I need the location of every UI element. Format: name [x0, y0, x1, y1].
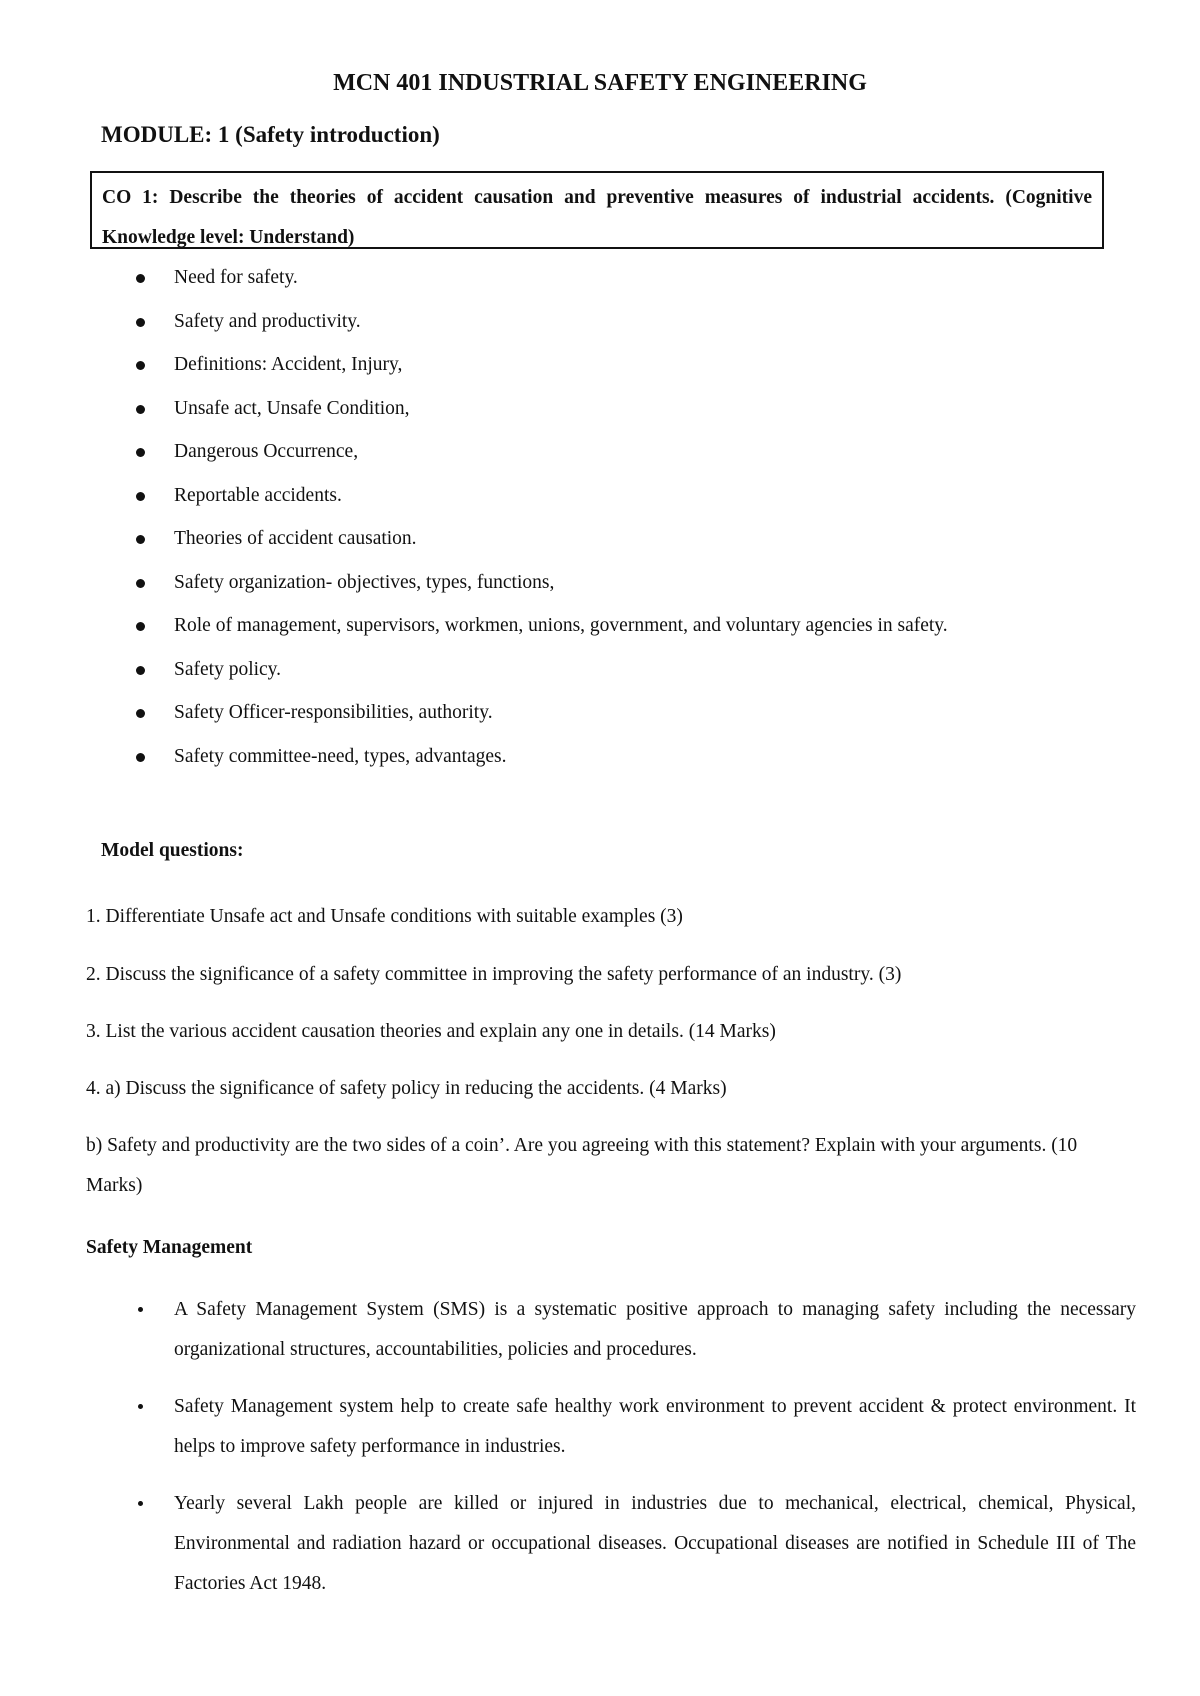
safety-management-text: Yearly several Lakh people are killed or injured in industries due to mechanical, electrical, chemical, Physical, Environmental and radiation hazard or occupational diseases. Occupational diseases are notified in Schedule III of The Factories Act 1948.: [174, 1493, 1136, 1594]
topic-text: Safety Officer-responsibilities, authority.: [174, 702, 493, 723]
topic-text: Reportable accidents.: [174, 484, 342, 506]
list-item: [0, 519, 1136, 559]
topic-text: Safety policy.: [174, 658, 282, 680]
topic-text: Definitions: Accident, Injury,: [174, 354, 403, 375]
bullet-icon: [136, 753, 145, 762]
model-question-4b: b) Safety and productivity are the two sides of a coin’. Are you agreeing with this statement? Explain with your arguments. (10 Marks): [86, 1135, 1078, 1196]
bullet-icon: [136, 492, 145, 501]
list-item: [0, 302, 1136, 342]
list-item: [0, 258, 1136, 298]
topic-list: [0, 258, 1200, 780]
topic-text: Dangerous Occurrence,: [174, 441, 359, 462]
topic-text: Theories of accident causation.: [174, 528, 417, 549]
bullet-icon: [136, 405, 145, 414]
course-outcome-box: CO 1: Describe the theories of accident causation and preventive measures of industrial accidents. (Cognitive Knowledge level: Understand): [90, 171, 1104, 249]
safety-management-heading: Safety Management: [86, 1237, 253, 1258]
list-item: [0, 693, 1136, 733]
list-item: [0, 606, 1136, 646]
bullet-icon: [136, 622, 145, 631]
topic-text: Unsafe act, Unsafe Condition,: [174, 397, 410, 419]
model-question-3: 3. List the various accident causation theories and explain any one in details. (14 Marks): [86, 1021, 776, 1042]
safety-management-text: A Safety Management System (SMS) is a systematic positive approach to managing safety including the necessary organizational structures, accountabilities, policies and procedures.: [174, 1299, 1136, 1360]
topic-text: Need for safety.: [174, 267, 298, 288]
bullet-icon: [136, 579, 145, 588]
safety-management-text: Safety Management system help to create safe healthy work environment to prevent accident & protect environment. It helps to improve safety performance in industries.: [174, 1396, 1136, 1457]
model-question-4a: 4. a) Discuss the significance of safety policy in reducing the accidents. (4 Marks): [86, 1078, 727, 1099]
safety-management-list: [0, 1290, 1200, 1621]
list-item: [0, 432, 1136, 472]
bullet-icon: [136, 274, 145, 283]
document-title: MCN 401 INDUSTRIAL SAFETY ENGINEERING: [333, 70, 867, 96]
bullet-icon: [136, 318, 145, 327]
list-item: [0, 1387, 1136, 1467]
bullet-icon: [138, 1404, 143, 1409]
model-question-2: 2. Discuss the significance of a safety committee in improving the safety performance of an industry. (3): [86, 964, 902, 985]
list-item: [0, 563, 1136, 603]
topic-text: Role of management, supervisors, workmen, unions, government, and voluntary agencies in safety.: [174, 615, 948, 636]
topic-text: Safety committee-need, types, advantages.: [174, 745, 507, 767]
topic-text: Safety organization- objectives, types, functions,: [174, 571, 555, 593]
model-questions-heading: Model questions:: [101, 840, 244, 861]
module-heading: MODULE: 1 (Safety introduction): [101, 122, 440, 147]
bullet-icon: [136, 448, 145, 457]
bullet-icon: [138, 1501, 143, 1506]
bullet-icon: [138, 1307, 143, 1312]
list-item: [0, 389, 1136, 429]
model-question-1: 1. Differentiate Unsafe act and Unsafe conditions with suitable examples (3): [86, 906, 683, 927]
list-item: [0, 737, 1136, 777]
bullet-icon: [136, 709, 145, 718]
list-item: [0, 650, 1136, 690]
list-item: [0, 1290, 1136, 1370]
bullet-icon: [136, 666, 145, 675]
list-item: [0, 476, 1136, 516]
list-item: [0, 1484, 1136, 1604]
bullet-icon: [136, 361, 145, 370]
topic-text: Safety and productivity.: [174, 310, 361, 332]
bullet-icon: [136, 535, 145, 544]
list-item: [0, 345, 1136, 385]
